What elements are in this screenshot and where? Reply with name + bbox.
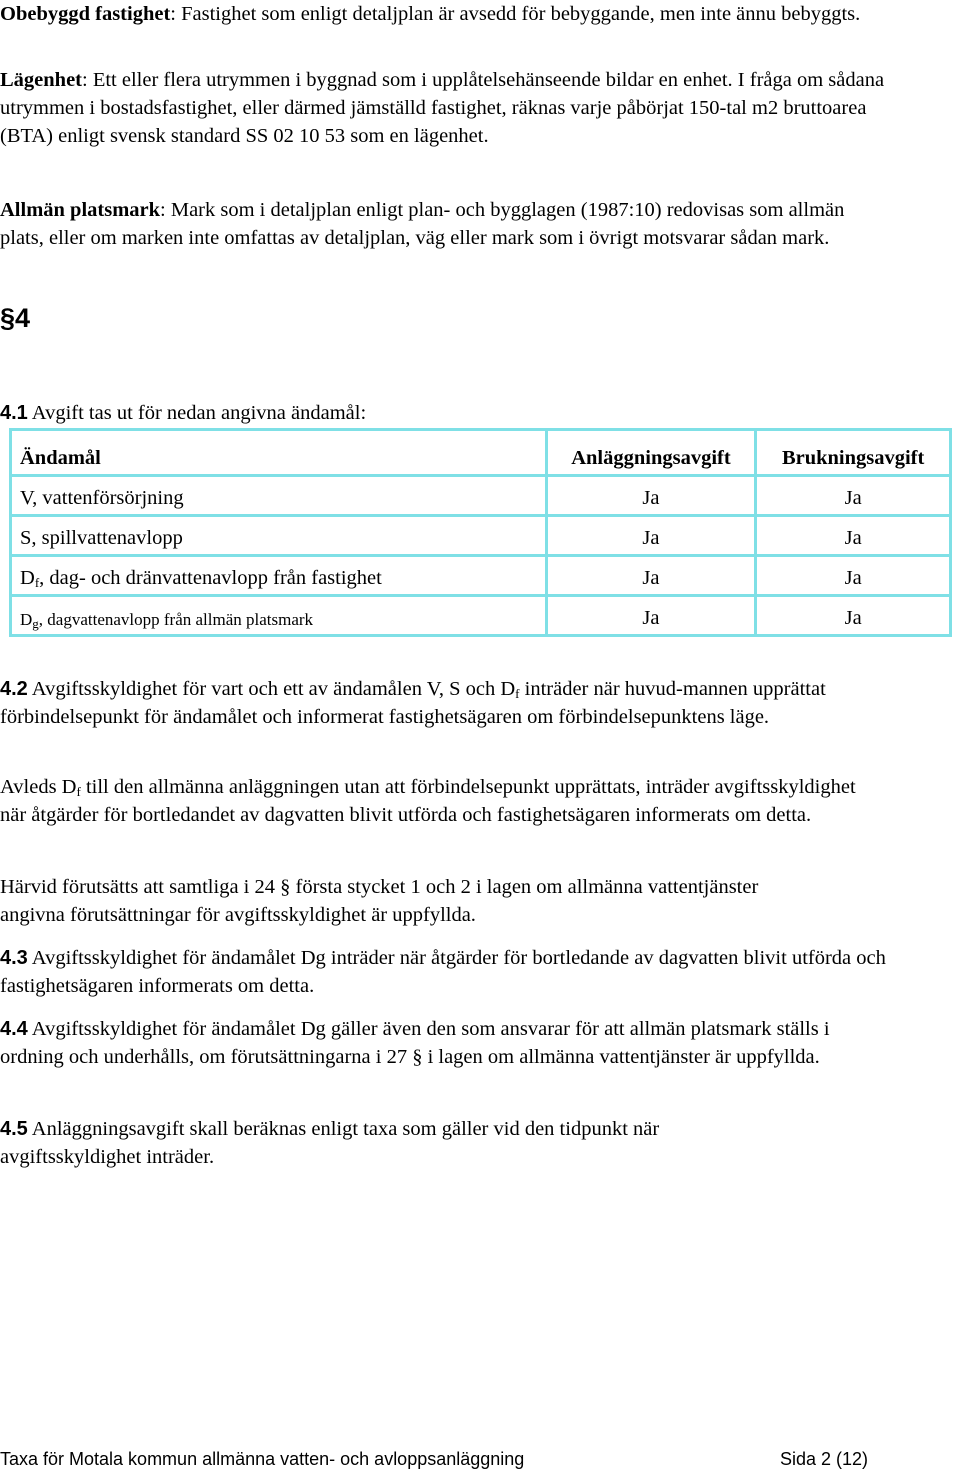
section-number: 4.3 — [0, 947, 28, 969]
section-text-rest: inträder när huvud-mannen upprättat förbindelsepunkt för ändamålet och informerat fastighetsägaren om förbindelsepunktens läge. — [0, 678, 826, 728]
definition-allman-text: : Mark som i detaljplan enligt plan- och bygglagen (1987:10) redovisas som allmän plats, eller om marken inte omfattas av detaljplan, väg eller mark som i övrigt motsvarar sådan mark. — [0, 199, 845, 249]
row-usage-fee: Ja — [756, 476, 951, 516]
row-purpose — [11, 476, 547, 516]
section-4-2-b — [0, 773, 860, 829]
section-4-1 — [0, 399, 900, 427]
row-connection-fee: Ja — [546, 476, 756, 516]
definition-obebyggd-text: : Fastighet som enligt detaljplan är avsedd för bebyggande, men inte ännu bebyggts. — [170, 3, 861, 25]
header-usage-fee: Brukningsavgift — [756, 430, 951, 476]
section-text: Avleds D — [0, 776, 77, 798]
section-number: 4.1 — [0, 402, 28, 424]
row-label-subscript: g — [32, 616, 39, 631]
section-text: Avgiftsskyldighet för ändamålet Dg inträder när åtgärder för bortledande av dagvatten blivit utförda och fastighetsägaren informerats om detta. — [0, 947, 886, 997]
section-number: 4.4 — [0, 1018, 28, 1040]
row-usage-fee: Ja — [756, 556, 951, 596]
table-row — [11, 476, 951, 516]
row-label: D — [20, 567, 35, 589]
row-connection-fee: Ja — [546, 516, 756, 556]
row-label: V, vattenförsörjning — [20, 487, 184, 509]
row-purpose — [11, 516, 547, 556]
table-row — [11, 556, 951, 596]
row-connection-fee: Ja — [546, 596, 756, 636]
section-4-2 — [0, 675, 830, 731]
section-4-2-c — [0, 873, 800, 929]
section-4-3 — [0, 944, 900, 1000]
section-text-rest: till den allmänna anläggningen utan att förbindelsepunkt upprättats, inträder avgiftsskyldighet när åtgärder för bortledandet av dagvatten blivit utförda och fastighetsägaren informerats om detta. — [0, 776, 856, 826]
section-number: 4.5 — [0, 1118, 28, 1140]
paragraph-heading: §4 — [0, 303, 31, 333]
section-text: Härvid förutsätts att samtliga i 24 § första stycket 1 och 2 i lagen om allmänna vattentjänster angivna förutsättningar för avgiftsskyldighet är uppfyllda. — [0, 876, 759, 926]
footer-page-number: Sida 2 (12) — [780, 1449, 869, 1469]
definition-obebyggd — [0, 0, 900, 28]
section-text: Avgiftsskyldighet för ändamålet Dg gäller även den som ansvarar för att allmän platsmark ställs i ordning och underhålls, om förutsättningarna i 27 § i lagen om allmänna vattentjänster är uppfyllda. — [0, 1018, 830, 1068]
definition-lagenhet-text: : Ett eller flera utrymmen i byggnad som i upplåtelsehänseende bildar en enhet. I fråga om sådana utrymmen i bostadsfastighet, eller därmed jämställd fastighet, räknas varje påbörjat 150-tal m2 bruttoarea (BTA) enligt svensk standard SS 02 10 53 som en lägenhet. — [0, 69, 885, 147]
definition-allman-platsmark — [0, 196, 890, 252]
purpose-table — [9, 428, 952, 637]
row-label-subscript: f — [34, 575, 40, 590]
section-number: 4.2 — [0, 678, 28, 700]
table-row — [11, 516, 951, 556]
table-row — [11, 596, 951, 636]
row-label: S, spillvattenavlopp — [20, 527, 183, 549]
header-purpose: Ändamål — [11, 430, 547, 476]
table-header-row — [11, 430, 951, 476]
footer-title: Taxa för Motala kommun allmänna vatten- och avloppsanläggning — [0, 1449, 525, 1469]
row-usage-fee: Ja — [756, 596, 951, 636]
section-subscript: f — [76, 784, 81, 799]
row-purpose — [11, 556, 547, 596]
definition-lagenhet — [0, 66, 900, 150]
section-text: Anläggningsavgift skall beräknas enligt taxa som gäller vid den tidpunkt när avgiftsskyldighet inträder. — [0, 1118, 660, 1168]
header-connection-fee: Anläggningsavgift — [546, 430, 756, 476]
section-text: Avgift tas ut för nedan angivna ändamål: — [27, 402, 367, 424]
section-4-5 — [0, 1115, 800, 1171]
row-label-rest: , dagvattenavlopp från allmän platsmark — [38, 610, 314, 629]
row-usage-fee: Ja — [756, 516, 951, 556]
section-subscript: f — [515, 686, 520, 701]
term-allman-platsmark: Allmän platsmark — [0, 199, 161, 221]
term-lagenhet: Lägenhet — [0, 69, 82, 91]
term-obebyggd: Obebyggd fastighet — [0, 3, 171, 25]
row-purpose — [11, 596, 547, 636]
section-text: Avgiftsskyldighet för vart och ett av ändamålen V, S och D — [27, 678, 516, 700]
row-connection-fee: Ja — [546, 556, 756, 596]
row-label-rest: , dag- och dränvattenavlopp från fastighet — [39, 567, 382, 589]
section-4-4 — [0, 1015, 880, 1071]
row-label: D — [20, 610, 33, 629]
